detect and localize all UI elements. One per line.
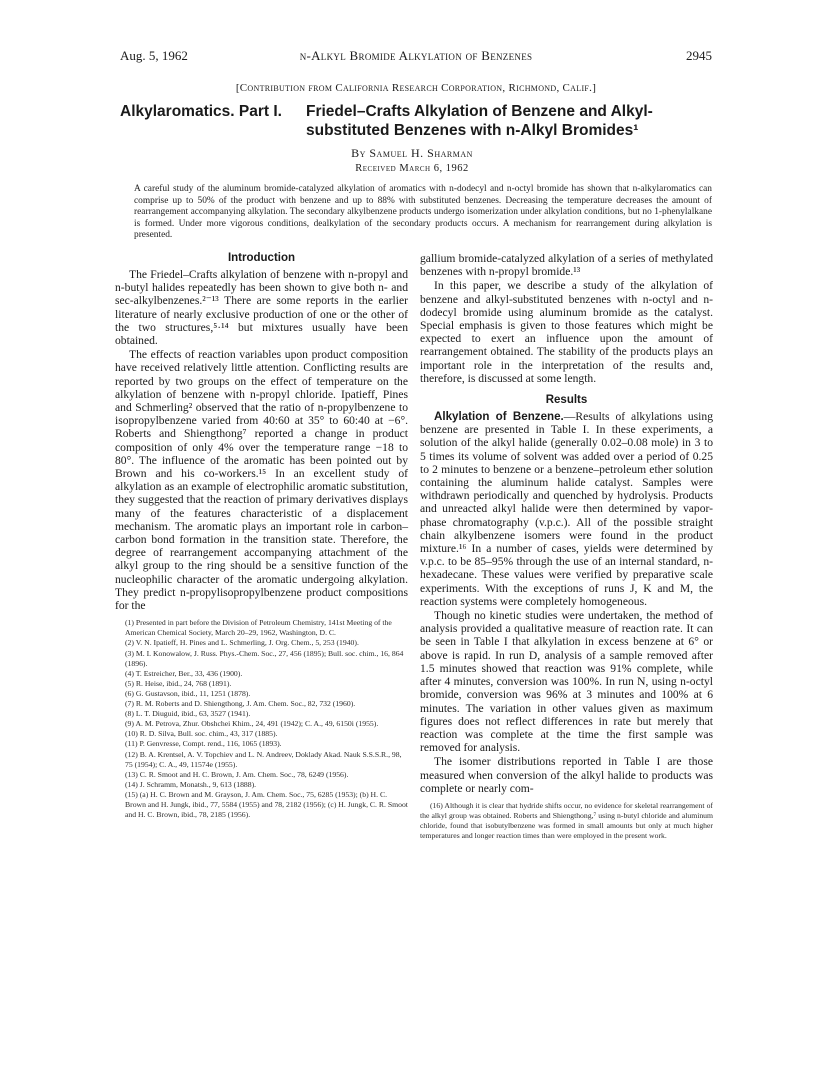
footnotes-left xyxy=(115,618,408,820)
footnote: (11) P. Genvresse, Compt. rend., 116, 1065 (1893). xyxy=(125,739,282,749)
abstract: A careful study of the aluminum bromide-catalyzed alkylation of aromatics with n-dodecyl and n-octyl bromide has shown that n-alkylaromatics can comprise up to 50% of the product with benzene and up to 88% with substituted benzenes. Decreasing the temperature decreases the amount of rearrangement accompanying alkylation. The secondary alkylbenzene products undergo isomerization under alkylation conditions, but no 1-phenylalkane is formed. Under more vigorous conditions, dealkylation of the secondary products occurs. A mechanism for rearrangement during alkylation is presented. xyxy=(134,184,712,241)
footnote: (12) B. A. Krentsel, A. V. Topchiev and L. N. Andreev, Doklady Akad. Nauk S.S.S.R., 98, 75 (1954); C. A., 49, 11574e (1955). xyxy=(125,749,402,769)
results-paragraph xyxy=(420,410,713,608)
footnote: (15) (a) H. C. Brown and M. Grayson, J. Am. Chem. Soc., 75, 6285 (1953); (b) H. C. Brown and H. Jungk, ibid., 77, 5584 (1955) and 78, 2182 (1956); (c) H. Jungk, C. R. Smoot and H. C. Brown, ibid., 78, 2185 (1956). xyxy=(125,789,408,820)
footnote: (7) R. M. Roberts and D. Shiengthong, J. Am. Chem. Soc., 82, 732 (1960). xyxy=(125,699,356,709)
contribution-line: [Contribution from California Research Corporation, Richmond, Calif.] xyxy=(235,82,597,94)
results-paragraph: The isomer distributions reported in Table I are those measured when conversion of the alkyl halide to products was complete or nearly com- xyxy=(420,755,713,795)
footnote: (4) T. Estreicher, Ber., 33, 436 (1900). xyxy=(125,668,243,678)
intro-paragraph: In this paper, we describe a study of the alkylation of benzene and alkyl-substituted benzenes with n-octyl and n-dodecyl bromide using aluminum bromide as the catalyst. Special emphasis is given to those features which might be expected to exert an influence upon the amount of rearrangement obtained. The stability of the products plays an important role in the interpretation of the results and, therefore, is discussed at some length. xyxy=(420,279,713,385)
section-heading-introduction: Introduction xyxy=(227,252,296,264)
footnote: (16) Although it is clear that hydride shifts occur, no evidence for skeletal rearrangement of the alkyl group was obtained. Roberts and Shiengthong,⁷ using n-butyl chloride and aluminum chloride, found that isobutylbenzene was formed in small amounts but only at much higher temperatures and longer reaction times than were employed in the present work. xyxy=(420,800,713,841)
received-date: Received March 6, 1962 xyxy=(355,163,469,174)
running-header xyxy=(120,48,712,68)
section-heading-results: Results xyxy=(545,394,588,407)
intro-paragraph: The Friedel–Crafts alkylation of benzene with n-propyl and n-butyl halides repeatedly has been shown to give both n- and sec-alkylbenzenes.²⁻¹³ There are some reports in the earlier literature of nearly exclusive production of one or the other of the two structures,⁵·¹⁴ but mixtures usually have been obtained. xyxy=(115,268,408,348)
footnote: (13) C. R. Smoot and H. C. Brown, J. Am. Chem. Soc., 78, 6249 (1956). xyxy=(125,769,349,779)
footnote: (8) L. T. Diuguid, ibid., 63, 3527 (1941). xyxy=(125,709,251,719)
footnote: (3) M. I. Konowalow, J. Russ. Phys.-Chem. Soc., 27, 456 (1895); Bull. soc. chim., 16, 864 (1896). xyxy=(125,648,404,668)
run-in-heading: Alkylation of Benzene. xyxy=(434,410,564,424)
footnote: (14) J. Schramm, Monatsh., 9, 613 (1888). xyxy=(125,779,257,789)
author-byline: By Samuel H. Sharman xyxy=(351,146,473,160)
results-text: —Results of alkylations using benzene are presented in Table I. In these experiments, a solution of the alkyl halide (generally 0.02–0.08 mole) in 3 to 5 times its volume of solvent was added over a period of 0.25 to 2 minutes to benzene or a benzene–petroleum ether solution containing the aluminum halide catalyst. Samples were withdrawn periodically and quenched by hydrolysis. Products and unreacted alkyl halide were then determined by vapor-phase chromatography (v.p.c.). All of the possible straight chain alkylbenzene isomers were found in the product mixture.¹⁶ In a number of cases, yields were determined by v.p.c. to be 85–95% through the use of an internal standard, n-hexadecane. These values were verified by preparative scale experiments. With the exceptions of runs J, K and M, the reaction systems were completely homogeneous. xyxy=(420,410,713,608)
footnote: (5) R. Heise, ibid., 24, 768 (1891). xyxy=(125,678,232,688)
footnote: (1) Presented in part before the Division of Petroleum Chemistry, 141st Meeting of the American Chemical Society, March 20–29, 1962, Washington, D. C. xyxy=(125,618,392,638)
page-number: 2945 xyxy=(686,48,712,63)
footnote: (9) A. M. Petrova, Zhur. Obshchei Khim., 24, 491 (1942); C. A., 49, 6150i (1955). xyxy=(125,719,379,729)
issue-date: Aug. 5, 1962 xyxy=(120,48,188,63)
results-paragraph: Though no kinetic studies were undertaken, the method of analysis provided a qualitative measure of reaction rate. It can be seen in Table I that alkylation in excess benzene at 6° or above is rapid. In run D, analysis of a sample removed after 1.5 minutes showed that reaction was 91% complete, while after 4 minutes, conversion was 100%. In run N, using n-octyl bromide, conversion was 96% at 3 minutes and 100% at 6 minutes. The variation in other values given as maximum figures does not reflect differences in rate but merely that reaction was complete at the time the first sample was removed for analysis. xyxy=(420,609,713,755)
intro-paragraph: The effects of reaction variables upon product composition have received relatively little attention. Conflicting results are reported by two groups on the effect of temperature on the alkylation of benzene with n-propyl chloride. Ipatieff, Pines and Schmerling² observed that the ratio of n-propylbenzene to isopropylbenzene varied from 40:60 at 35° to 60:40 at −6°. Roberts and Shiengthong⁷ reported a change in product composition of only 4% over the temperature range −18 to 80°. The influence of the aromatic has been pointed out by Brown and his co-workers.¹⁵ In an excellent study of alkylation as an example of electrophilic aromatic substitution, they suggested that the reaction of primary derivatives displays many of the features characteristic of a displacement mechanism. The aromatic plays an important role in carbon–carbon bond formation in the transition state. Therefore, the degree of rearrangement accompanying attachment of the alkyl group to the ring should be a sensitive function of the nucleophilic character of the aromatic undergoing alkylation. They predict n-propylisopropylbenzene product compositions for the xyxy=(115,348,408,613)
footnote: (2) V. N. Ipatieff, H. Pines and L. Schmerling, J. Org. Chem., 5, 253 (1940). xyxy=(125,638,359,648)
series-label: Alkylaromatics. Part I. xyxy=(120,103,282,120)
intro-paragraph-continued: gallium bromide-catalyzed alkylation of a series of methylated benzenes with n-propyl bromide.¹³ xyxy=(420,252,713,279)
footnote: (6) G. Gustavson, ibid., 11, 1251 (1878). xyxy=(125,688,251,698)
running-title: n-Alkyl Bromide Alkylation of Benzenes xyxy=(299,48,533,63)
left-column xyxy=(115,252,408,820)
right-column xyxy=(420,252,713,849)
article-title: Friedel–Crafts Alkylation of Benzene and Alkyl-substituted Benzenes with n-Alkyl Bromides¹ xyxy=(306,103,653,139)
footnote: (10) R. D. Silva, Bull. soc. chim., 43, 317 (1885). xyxy=(125,729,278,739)
